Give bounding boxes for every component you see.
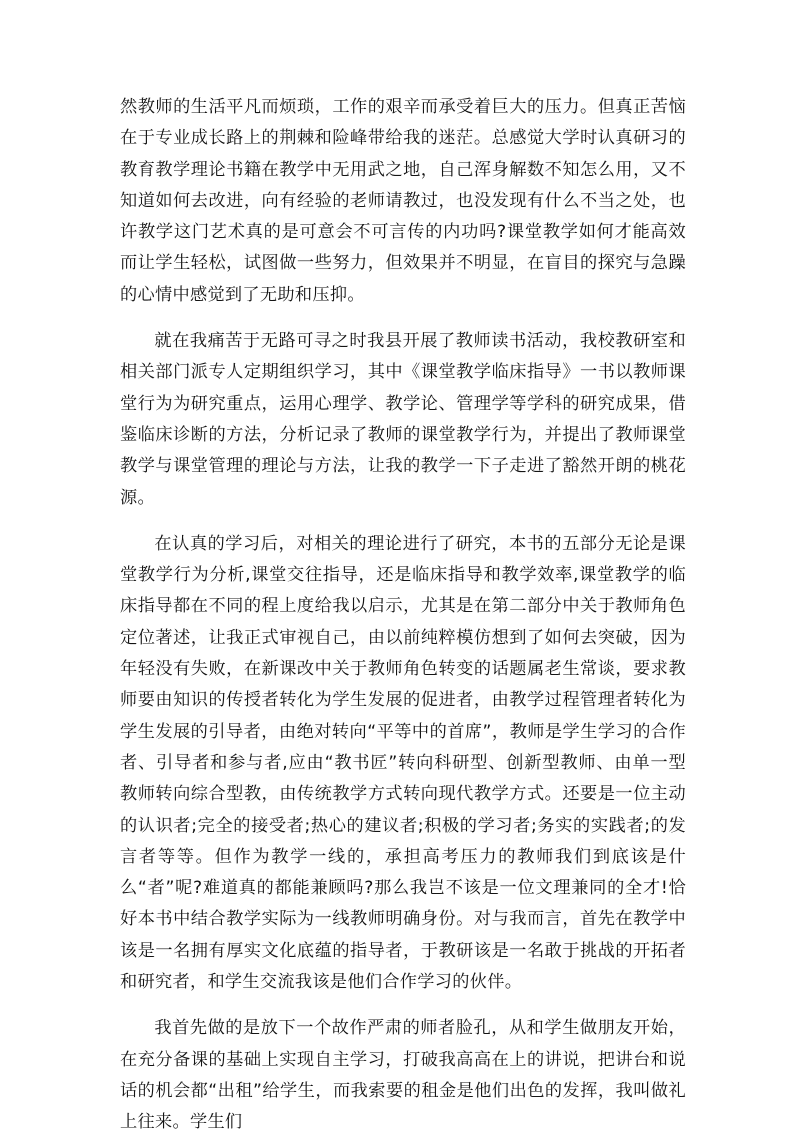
paragraph-4: 我首先做的是放下一个故作严肃的师者脸孔，从和学生做朋友开始，在充分备课的基础上实现自主学习，打破我高高在上的讲说，把讲台和说话的机会都“出租”给学生，而我索要的租金是他们出色的发挥，我叫做礼上往来。学生们 [120, 1018, 686, 1133]
document-body [120, 92, 686, 1139]
paragraph-3: 在认真的学习后，对相关的理论进行了研究，本书的五部分无论是课堂教学行为分析,课堂交往指导，还是临床指导和教学效率,课堂教学的临床指导都在不同的程上度给我以启示，尤其是在第二部分中关于教师角色定位著述，让我正式审视自己，由以前纯粹模仿想到了如何去突破，因为年轻没有失败，在新课改中关于教师角色转变的话题属老生常谈，要求教师要由知识的传授者转化为学生发展的促进者，由教学过程管理者转化为学生发展的引导者，由绝对转向“平等中的首席”，教师是学生学习的合作者、引导者和参与者,应由“教书匠”转向科研型、创新型教师、由单一型教师转向综合型教，由传统教学方式转向现代教学方式。还要是一位主动的认识者;完全的接受者;热心的建议者;积极的学习者;务实的实践者;的发言者等等。但作为教学一线的，承担高考压力的教师我们到底该是什么“者”呢?难道真的都能兼顾吗?那么我岂不该是一位文理兼同的全才!恰好本书中结合教学实际为一线教师明确身份。对与我而言，首先在教学中该是一名拥有厚实文化底蕴的指导者，于教研该是一名敢于挑战的开拓者和研究者，和学生交流我该是他们合作学习的伙伴。 [120, 533, 686, 993]
paragraph-1: 然教师的生活平凡而烦琐，工作的艰辛而承受着巨大的压力。但真正苦恼在于专业成长路上的荆棘和险峰带给我的迷茫。总感觉大学时认真研习的教育教学理论书籍在教学中无用武之地，自己浑身解数不知怎么用，又不知道如何去改进，向有经验的老师请教过，也没发现有什么不当之处，也许教学这门艺术真的是可意会不可言传的内功吗?课堂教学如何才能高效而让学生轻松，试图做一些努力，但效果并不明显，在盲目的探究与急躁的心情中感觉到了无助和压抑。 [120, 97, 686, 305]
paragraph-2: 就在我痛苦于无路可寻之时我县开展了教师读书活动，我校教研室和相关部门派专人定期组织学习，其中《课堂教学临床指导》一书以教师课堂行为为研究重点，运用心理学、教学论、管理学等学科的研究成果，借鉴临床诊断的方法，分析记录了教师的课堂教学行为，并提出了教师课堂教学与课堂管理的理论与方法，让我的教学一下子走进了豁然开朗的桃花源。 [120, 331, 686, 508]
